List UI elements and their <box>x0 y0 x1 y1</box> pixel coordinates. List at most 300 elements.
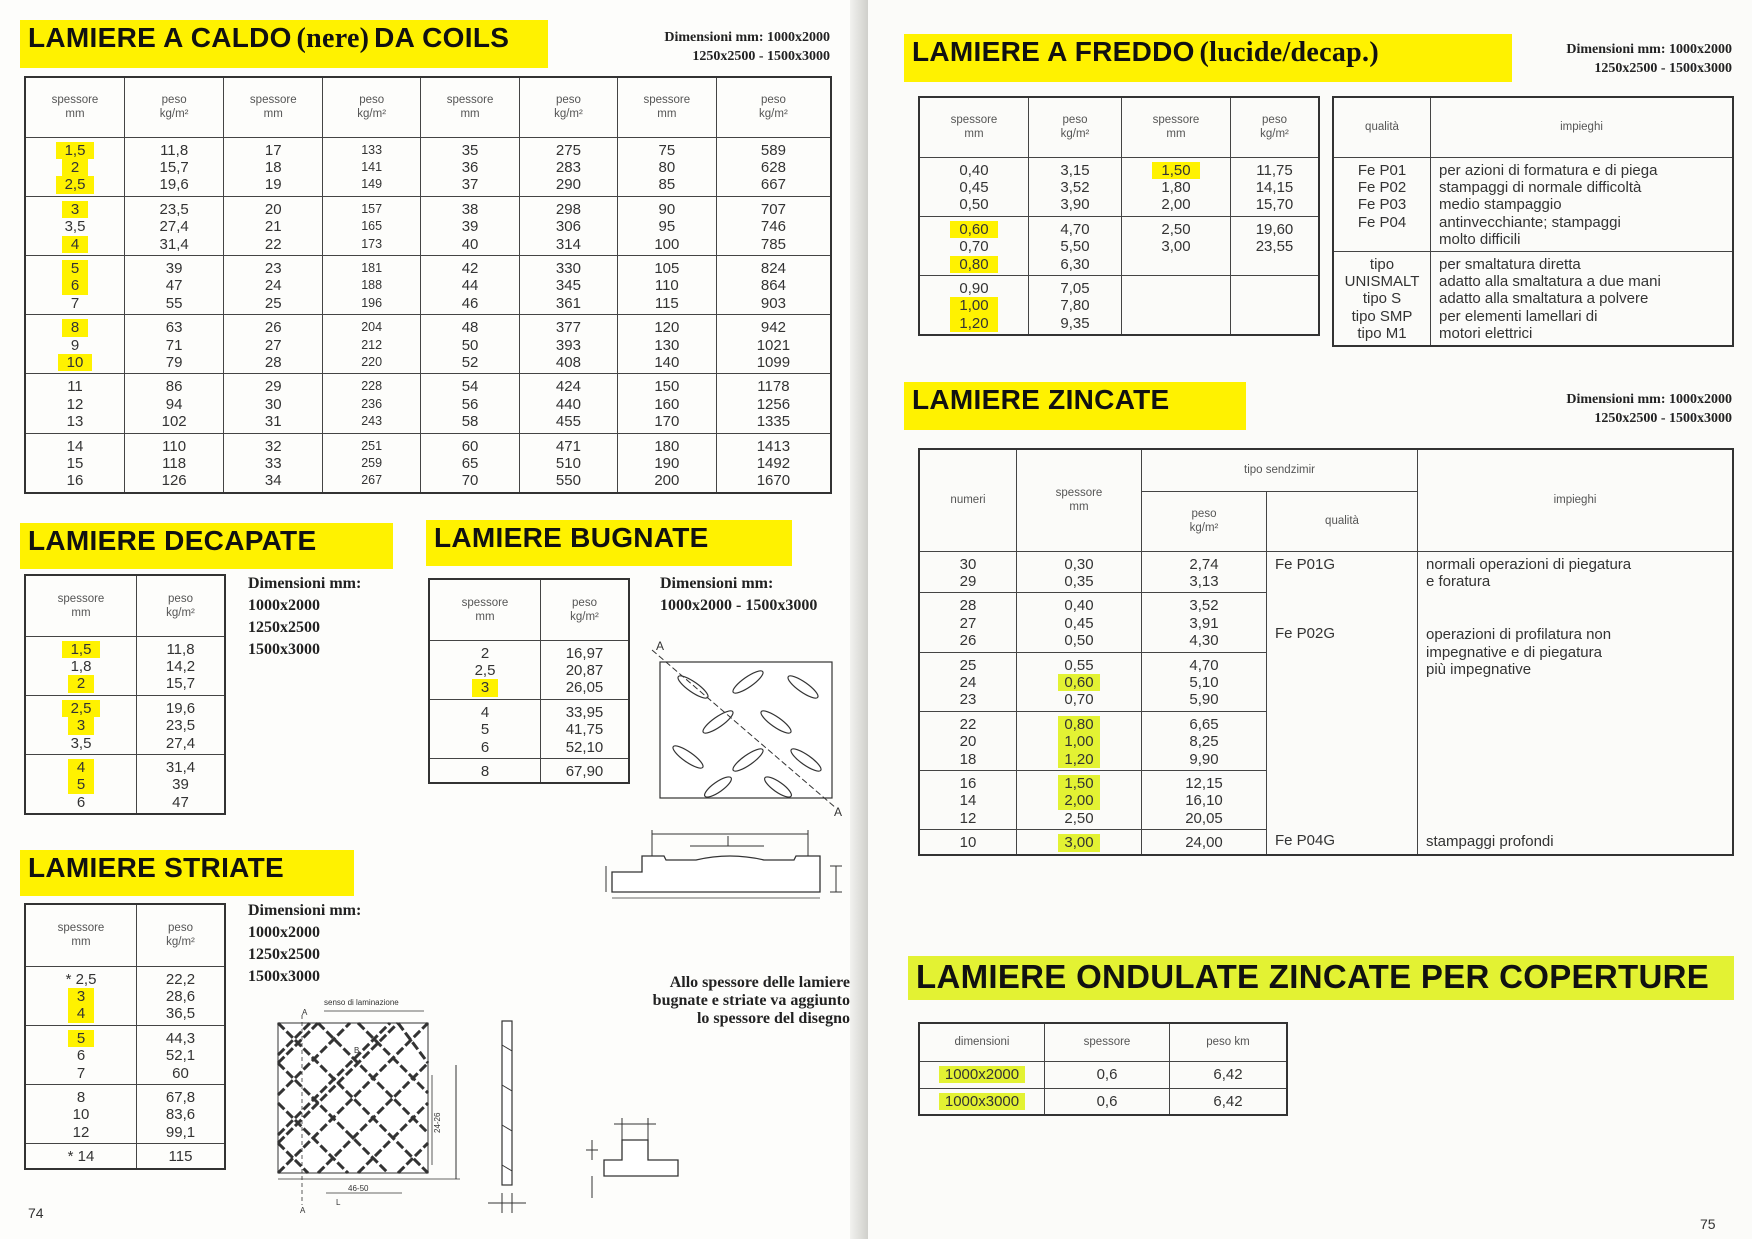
cell-value: 27 <box>264 336 282 354</box>
cell-value <box>430 679 540 696</box>
table-row <box>25 1025 225 1084</box>
cell-value: per elementi lamellari di <box>1439 307 1598 325</box>
cell-value: per smaltatura diretta <box>1439 255 1581 273</box>
striate-title-text: LAMIERE STRIATE <box>28 852 284 883</box>
page-number-right: 75 <box>1700 1216 1716 1232</box>
coils-spessore-cell <box>421 255 520 314</box>
coils-spessore-cell <box>25 433 125 493</box>
cell-value: 1670 <box>756 472 791 490</box>
zincate-impieghi-cell <box>1418 551 1734 855</box>
cell-value: 34 <box>264 472 282 490</box>
cell-value: 1099 <box>756 353 791 371</box>
highlighted-value: 1,5 <box>56 142 95 159</box>
coils-spessore-cell <box>421 196 520 255</box>
cell-value: 16,97 <box>565 644 604 662</box>
table-row <box>25 137 831 196</box>
coils-title-end: DA COILS <box>374 22 510 53</box>
numeri-cell <box>919 770 1017 829</box>
peso-cell <box>1142 830 1267 855</box>
zincate-head-qualita: qualità <box>1267 491 1418 551</box>
peso-cell <box>1231 275 1320 335</box>
striate-dimensions <box>248 900 361 988</box>
cell-value: 16,10 <box>1185 792 1223 810</box>
coils-peso-cell <box>125 255 224 314</box>
coils-head-spessore: spessore mm <box>617 77 716 137</box>
cell-value: UNISMALT <box>1344 272 1420 290</box>
impieghi-line: normali operazioni di piegatura <box>1426 555 1632 573</box>
coils-peso-cell <box>125 374 224 433</box>
cell-value: 133 <box>361 142 383 157</box>
striate-dims-label: Dimensioni mm: <box>248 902 362 919</box>
cell-value: 4,70 <box>1189 656 1219 674</box>
cell-value: 30 <box>264 395 282 413</box>
bugnate-head-spessore: spessore mm <box>429 579 541 640</box>
cell-value: 99,1 <box>165 1123 196 1141</box>
table-row <box>429 640 629 699</box>
spessore-cell <box>919 157 1029 216</box>
cell-value: 345 <box>555 277 581 295</box>
highlighted-value: 3,00 <box>1058 834 1099 851</box>
cell-value: 12,15 <box>1185 774 1223 792</box>
cell-value: 471 <box>555 437 581 455</box>
cell-value: tipo S <box>1362 290 1402 308</box>
striate-head-spessore: spessore mm <box>25 904 137 966</box>
zincate-head-peso: peso kg/m² <box>1142 491 1267 551</box>
cell-value: 785 <box>760 235 786 253</box>
peso-cell: 6,42 <box>1170 1061 1288 1088</box>
bugnate-striate-note <box>560 974 850 1028</box>
cell-value: 44,3 <box>165 1029 196 1047</box>
zincate-dims-line-2: 1250x2500 - 1500x3000 <box>1594 411 1732 426</box>
cell-value: 5 <box>480 721 490 739</box>
cell-value: per azioni di formatura e di piega <box>1439 161 1658 179</box>
cell-value: Fe P04 <box>1357 213 1407 231</box>
cell-value <box>26 1030 136 1047</box>
cell-value: 20,05 <box>1185 809 1223 827</box>
cell-value: 80 <box>658 158 676 176</box>
cell-value: 0,40 <box>1064 597 1094 615</box>
table-row <box>25 754 225 814</box>
cell-value: 110 <box>654 277 679 295</box>
coils-spessore-cell <box>617 433 716 493</box>
highlighted-value: 2,5 <box>62 700 101 717</box>
cell-value: 190 <box>654 455 680 472</box>
highlighted-value: 1000x3000 <box>939 1093 1025 1110</box>
cell-value: 707 <box>760 200 786 218</box>
coils-peso-cell <box>323 315 421 374</box>
striate-label-a-top: A <box>302 1008 308 1017</box>
cell-value: 9,90 <box>1189 750 1219 768</box>
cell-value: 1413 <box>756 437 791 455</box>
highlighted-value: 5 <box>68 1030 94 1047</box>
cell-value: 130 <box>654 336 680 354</box>
cell-value: 29 <box>264 378 282 396</box>
cell-value: * 2,5 <box>65 970 97 988</box>
cell-value: 6,65 <box>1189 715 1219 733</box>
cell-value: 33 <box>264 455 282 472</box>
cell-value: 19,6 <box>165 699 196 717</box>
peso-cell: 6,42 <box>1170 1088 1288 1115</box>
highlighted-value: 3 <box>68 717 94 734</box>
spessore-cell <box>25 695 137 754</box>
cell-value <box>1122 162 1230 179</box>
cell-value: Fe P02 <box>1357 178 1407 196</box>
cell-value <box>26 159 124 176</box>
zincate-head-numeri: numeri <box>919 449 1017 551</box>
cell-value: 105 <box>654 259 680 277</box>
cell-value: 16 <box>66 472 84 490</box>
coils-spessore-cell <box>25 255 125 314</box>
cell-value <box>1017 834 1141 851</box>
cell-value: 0,50 <box>1064 632 1094 650</box>
peso-cell <box>541 640 630 699</box>
cell-value: 39 <box>461 218 479 236</box>
table-row <box>919 551 1733 593</box>
cell-value <box>26 319 124 336</box>
freddo-qual-head: qualità <box>1333 97 1431 157</box>
highlighted-value: 2 <box>68 675 94 692</box>
cell-value: 19,60 <box>1255 220 1294 238</box>
cell-value: 115 <box>654 294 679 312</box>
cell-value: 20,87 <box>565 661 604 679</box>
cell-value: 126 <box>161 472 187 490</box>
highlighted-value: 3 <box>68 988 94 1005</box>
cell-value: 3,91 <box>1189 614 1219 632</box>
striate-label-b: B <box>354 1046 360 1055</box>
cell-value: 2,00 <box>1161 196 1191 214</box>
highlighted-value: 4 <box>62 236 88 253</box>
cell-value <box>1017 751 1141 768</box>
cell-value: 38 <box>461 200 479 218</box>
note-line-2: bugnate e striate va aggiunto <box>652 992 850 1009</box>
dimensioni-cell <box>919 1061 1045 1088</box>
cell-value: 79 <box>165 353 183 371</box>
coils-title <box>20 20 548 68</box>
spessore-cell <box>919 216 1029 275</box>
cell-value <box>920 256 1028 273</box>
coils-spessore-cell <box>421 315 520 374</box>
numeri-cell <box>919 830 1017 855</box>
cell-value: 283 <box>555 158 581 176</box>
decapate-dim-3: 1500x3000 <box>248 641 320 658</box>
cell-value: 298 <box>555 200 581 218</box>
cell-value: 52 <box>461 353 479 371</box>
cell-value: 424 <box>555 378 581 396</box>
cell-value: 25 <box>264 294 282 312</box>
coils-peso-cell <box>716 196 831 255</box>
coils-peso-cell <box>716 433 831 493</box>
cell-value: 1,8 <box>70 657 92 675</box>
striate-dim-2: 1250x2500 <box>248 946 320 963</box>
peso-cell <box>137 966 226 1025</box>
freddo-dimensions <box>1498 40 1732 78</box>
cell-value: 141 <box>361 159 383 174</box>
table-row <box>919 1088 1287 1115</box>
coils-spessore-cell <box>617 374 716 433</box>
peso-cell <box>1142 551 1267 593</box>
cell-value: 408 <box>555 353 581 371</box>
cell-value <box>26 1005 136 1022</box>
cell-value: 1492 <box>756 455 791 472</box>
cell-value <box>26 717 136 734</box>
highlighted-value: 8 <box>62 319 88 336</box>
cell-value: 52,10 <box>565 738 604 756</box>
spessore-cell <box>429 640 541 699</box>
cell-value: 243 <box>361 414 383 429</box>
highlighted-value: 4 <box>68 759 94 776</box>
cell-value: 0,30 <box>1064 555 1094 573</box>
peso-cell <box>1029 216 1122 275</box>
cell-value: * 14 <box>67 1148 95 1166</box>
bugnate-section-label-a: A <box>656 639 665 653</box>
striate-dim-height: 24-26 <box>433 1112 442 1133</box>
cell-value: 824 <box>760 259 786 277</box>
cell-value: 157 <box>361 201 383 216</box>
cell-value: 11,8 <box>166 640 195 658</box>
ondulate-title <box>908 956 1734 1000</box>
decapate-dim-2: 1250x2500 <box>248 619 320 636</box>
coils-spessore-cell <box>421 137 520 196</box>
cell-value: 20 <box>959 733 977 751</box>
spessore-cell <box>25 1144 137 1169</box>
bugnate-dims-value: 1000x2000 - 1500x3000 <box>660 597 818 614</box>
freddo-dims-line-1: Dimensioni mm: 1000x2000 <box>1566 42 1732 57</box>
table-row <box>429 699 629 758</box>
cell-value: 6 <box>480 738 490 756</box>
coils-peso-cell <box>323 196 421 255</box>
table-row <box>25 255 831 314</box>
cell-value: 196 <box>361 295 383 310</box>
coils-peso-cell <box>520 255 618 314</box>
impieghi-line: stampaggi profondi <box>1426 832 1554 850</box>
coils-spessore-cell <box>617 255 716 314</box>
cell-value <box>26 759 136 776</box>
cell-value: 12 <box>66 395 84 413</box>
coils-peso-cell <box>323 255 421 314</box>
table-row <box>1333 251 1733 346</box>
cell-value: 236 <box>361 396 383 411</box>
cell-value: 36 <box>461 158 479 176</box>
cell-value <box>26 142 124 159</box>
cell-value: 120 <box>654 319 680 337</box>
qualita-fe-p02g: Fe P02G <box>1275 624 1336 642</box>
striate-title <box>20 850 354 896</box>
cell-value: 228 <box>361 379 383 394</box>
cell-value: 393 <box>555 336 581 354</box>
cell-value: 11 <box>67 378 83 396</box>
cell-value: 12 <box>959 809 977 827</box>
zincate-head-spessore: spessore mm <box>1017 449 1142 551</box>
cell-value: 67,8 <box>165 1088 196 1106</box>
cell-value: 26,05 <box>565 679 604 697</box>
highlighted-value: 2 <box>62 159 88 176</box>
cell-value: 42 <box>461 259 479 277</box>
cell-value: 23 <box>264 259 282 277</box>
cell-value: 330 <box>555 259 581 277</box>
table-row <box>25 695 225 754</box>
cell-value: 86 <box>165 378 183 396</box>
cell-value: 15 <box>66 455 84 472</box>
freddo-table <box>918 96 1320 336</box>
striate-head-peso: peso kg/m² <box>137 904 226 966</box>
table-row <box>429 758 629 783</box>
cell-value: 28,6 <box>165 987 196 1005</box>
cell-value: 510 <box>555 455 581 472</box>
spessore-cell: 0,6 <box>1045 1061 1170 1088</box>
cell-value: 85 <box>658 176 676 194</box>
table-row <box>25 433 831 493</box>
cell-value: 23 <box>959 691 977 709</box>
qualita-cell <box>1333 157 1431 251</box>
spessore-cell <box>1017 652 1142 711</box>
striate-section-diagram <box>582 1110 692 1202</box>
cell-value: 16 <box>959 774 977 792</box>
numeri-cell <box>919 652 1017 711</box>
cell-value: 32 <box>264 437 282 455</box>
coils-spessore-cell <box>224 137 323 196</box>
cell-value: 63 <box>165 319 183 337</box>
table-row <box>25 196 831 255</box>
cell-value: 3,5 <box>64 218 86 236</box>
highlighted-value: 1,00 <box>1058 733 1099 750</box>
decapate-head-spessore: spessore mm <box>25 575 137 636</box>
bugnate-pattern-diagram <box>648 632 848 822</box>
cell-value: 1256 <box>756 395 791 413</box>
cell-value <box>26 354 124 371</box>
cell-value: 40 <box>461 235 479 253</box>
highlighted-value: 1,00 <box>950 297 997 314</box>
cell-value: 275 <box>555 141 581 159</box>
freddo-head-peso-1: peso kg/m² <box>1029 97 1122 157</box>
highlighted-value: 3 <box>62 201 88 218</box>
peso-cell <box>137 754 226 814</box>
cell-value: 8 <box>480 762 490 780</box>
page-number-left: 74 <box>28 1205 44 1221</box>
ondulate-head-peso: peso km <box>1170 1023 1288 1061</box>
cell-value: 24,00 <box>1185 834 1223 852</box>
coils-peso-cell <box>716 137 831 196</box>
decapate-dim-1: 1000x2000 <box>248 597 320 614</box>
cell-value <box>1017 733 1141 750</box>
cell-value: 110 <box>162 437 187 455</box>
freddo-title <box>904 34 1512 82</box>
cell-value: 3,52 <box>1060 178 1090 196</box>
cell-value: 10 <box>72 1106 90 1124</box>
cell-value: 165 <box>361 219 383 234</box>
striate-dim-3: 1500x3000 <box>248 968 320 985</box>
cell-value <box>920 297 1028 314</box>
cell-value: 28 <box>959 597 977 615</box>
cell-value: 14 <box>959 792 977 810</box>
decapate-table <box>24 574 226 815</box>
cell-value: 41,75 <box>565 721 604 739</box>
cell-value: 27,4 <box>165 734 196 752</box>
coils-spessore-cell <box>25 315 125 374</box>
decapate-dimensions <box>248 573 361 661</box>
cell-value: adatto alla smaltatura a polvere <box>1439 290 1649 308</box>
cell-value: 11,75 <box>1256 161 1293 179</box>
cell-value <box>26 201 124 218</box>
ondulate-head-spessore: spessore <box>1045 1023 1170 1061</box>
spessore-cell: 0,6 <box>1045 1088 1170 1115</box>
cell-value: 44 <box>461 277 479 295</box>
bugnate-head-peso: peso kg/m² <box>541 579 630 640</box>
cell-value: 31 <box>264 413 282 431</box>
impieghi-line: operazioni di profilatura non <box>1426 626 1612 644</box>
spessore-cell <box>25 636 137 695</box>
cell-value <box>26 700 136 717</box>
zincate-title <box>904 382 1246 430</box>
striate-label-a-bottom: A <box>300 1206 306 1215</box>
cell-value: 259 <box>361 456 383 470</box>
spessore-cell <box>1122 157 1231 216</box>
cell-value: 20 <box>264 200 282 218</box>
cell-value: 173 <box>361 236 383 251</box>
zincate-dimensions <box>1498 390 1732 428</box>
coils-peso-cell <box>520 196 618 255</box>
cell-value: motori elettrici <box>1439 325 1533 343</box>
spessore-cell <box>1017 770 1142 829</box>
spessore-cell <box>1122 275 1231 335</box>
cell-value: 118 <box>162 455 187 472</box>
left-page <box>0 0 868 1239</box>
cell-value: 60 <box>461 437 479 455</box>
coils-spessore-cell <box>617 196 716 255</box>
peso-cell <box>1142 770 1267 829</box>
cell-value: 942 <box>760 319 786 337</box>
highlighted-value: 6 <box>62 277 88 294</box>
cell-value: 3,13 <box>1189 572 1219 590</box>
right-page <box>868 0 1752 1239</box>
cell-value: 550 <box>555 472 581 490</box>
cell-value: 140 <box>654 353 680 371</box>
cell-value: 60 <box>172 1064 189 1082</box>
peso-cell <box>1142 593 1267 652</box>
coils-spessore-cell <box>25 374 125 433</box>
striate-dim-width: 46-50 <box>348 1184 369 1193</box>
decapate-title-text: LAMIERE DECAPATE <box>28 525 317 556</box>
spessore-cell <box>25 966 137 1025</box>
table-row <box>25 636 225 695</box>
striate-side-profile <box>486 1015 530 1215</box>
table-row <box>1333 157 1733 251</box>
decapate-dims-label: Dimensioni mm: <box>248 575 362 592</box>
cell-value <box>1017 792 1141 809</box>
cell-value: 628 <box>760 158 786 176</box>
note-line-1: Allo spessore delle lamiere <box>669 974 850 991</box>
zincate-head-tipo: tipo sendzimir <box>1142 449 1418 491</box>
decapate-head-peso: peso kg/m² <box>137 575 226 636</box>
peso-cell <box>1029 157 1122 216</box>
cell-value: 65 <box>461 455 479 472</box>
table-row <box>919 157 1319 216</box>
peso-cell <box>1142 652 1267 711</box>
cell-value: tipo M1 <box>1357 325 1407 343</box>
cell-value: 29 <box>959 572 977 590</box>
cell-value: adatto alla smaltatura a due mani <box>1439 272 1661 290</box>
cell-value: 0,70 <box>959 238 989 256</box>
bugnate-section-diagram <box>600 822 864 902</box>
cell-value: tipo <box>1369 255 1395 273</box>
highlighted-value: 5 <box>62 260 88 277</box>
table-row <box>25 1144 225 1169</box>
coils-title-main: LAMIERE A CALDO <box>28 22 292 53</box>
cell-value: 589 <box>760 141 786 159</box>
freddo-title-paren: (lucide/decap.) <box>1199 37 1379 68</box>
peso-cell <box>1231 216 1320 275</box>
cell-value: 22 <box>959 715 977 733</box>
bugnate-title-text: LAMIERE BUGNATE <box>434 522 709 553</box>
